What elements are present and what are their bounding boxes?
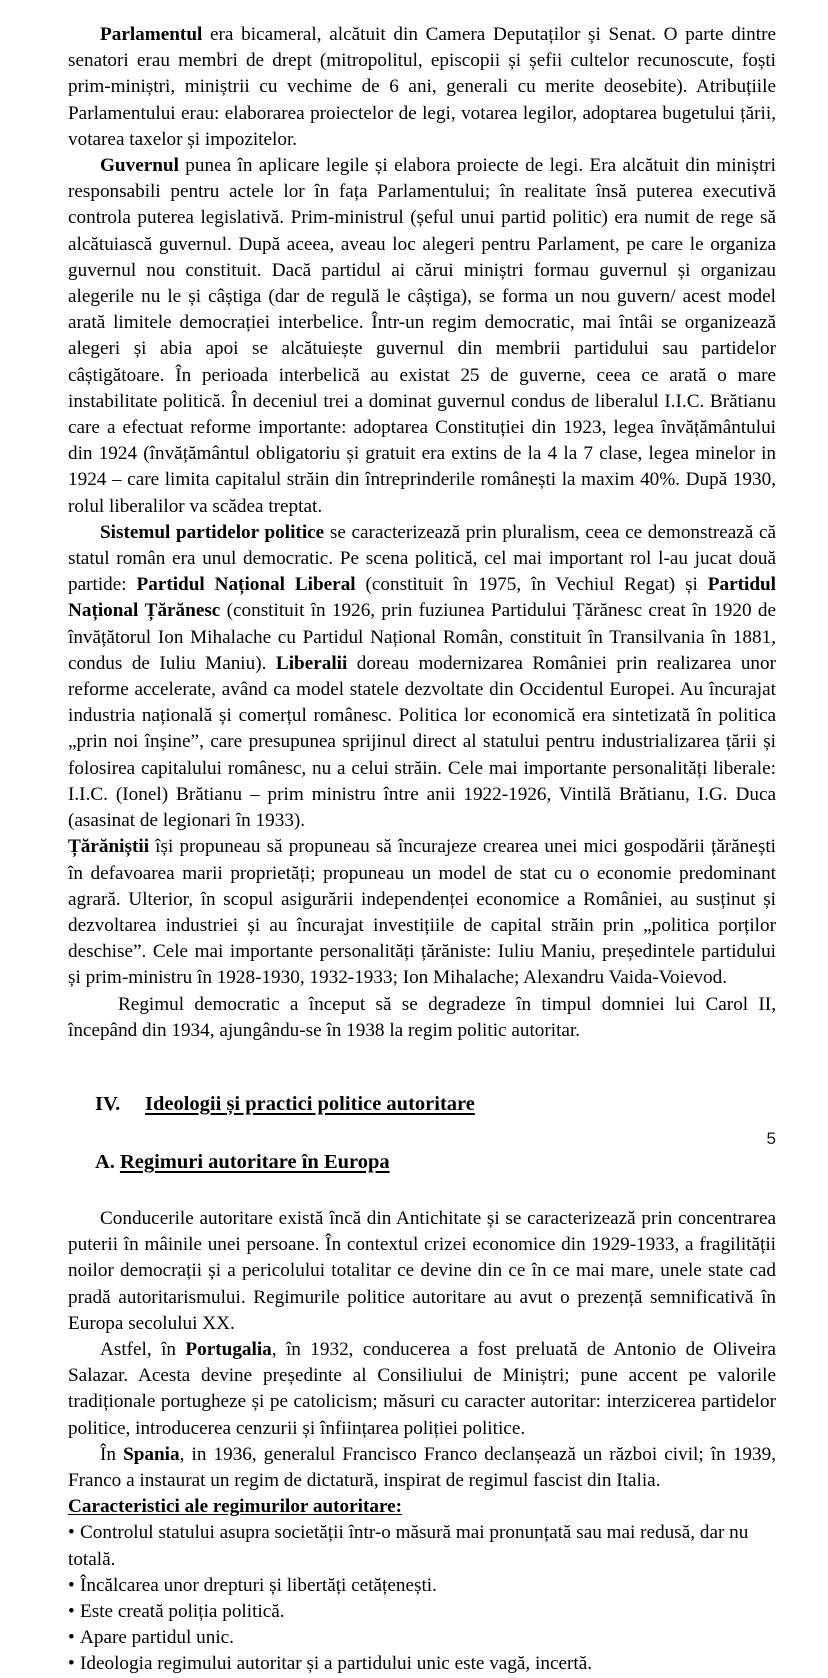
list-item xyxy=(68,1651,776,1677)
paragraph-guvernul-text: punea în aplicare legile și elabora proiecte de legi. Era alcătuit din miniștri responsabili pentru actele lor în fața Parlamentului; în realitate însă puterea executivă controla puterea legislativă. Prim-ministrul (șeful unui partid politic) era numit de rege să alcătuiască guvernul. După aceea, aveau loc alegeri pentru Parlament, pe care le organiza guvernul nou constituit. Dacă partidul ai cărui miniștri formau guvernul și organizau alegerile nu le și câștiga (dar de regulă le câștiga), se forma un nou guvern/ acest model arată limitele democrației interbelice. Într-un regim democratic, mai întâi se organizează alegeri și abia apoi se alcătuiește guvernul din membrii partidului sau partidelor câștigătoare. În perioada interbelică au existat 25 de guverne, ceea ce arată o mare instabilitate politică. În deceniul trei a dominat guvernul condus de liberalul I.I.C. Brătianu care a efectuat reforme importante: adoptarea Constituției din 1923, legea învățământului din 1924 (învățământul obligatoriu și gratuit era extins de la 4 la 7 clase, legea minelor in 1924 – care limita capitalul străin din întreprinderile românești la maxim 40%. După 1930, rolul liberalilor va scădea treptat. xyxy=(68,155,776,517)
bold-portugalia: Portugalia xyxy=(185,1338,272,1360)
sistemul-seg3: (constituit în 1926, prin fuziunea Partidului Țărănesc creat în 1920 de învățătorul Ion Mihalache cu Partidul Național Român, constituit în Transilvania în 1881, condus de Iuliu Maniu). xyxy=(68,600,776,674)
paragraph-guvernul xyxy=(68,153,776,520)
lead-in-taranistii: Țărăniștii xyxy=(68,836,150,858)
lead-in-parlamentul: Parlamentul xyxy=(100,24,203,45)
lead-in-guvernul: Guvernul xyxy=(100,155,179,177)
paragraph-parlamentul-text: era bicameral, alcătuit din Camera Deputaților și Senat. O parte dintre senatori erau membri de drept (mitropolitul, episcopii și șefii cultelor recunoscute, foști prim-miniștri, miniștrii cu vechime de 6 ani, generali cu merite deosebite). Atribuțiile Parlamentului erau: elaborarea proiectelor de legi, votarea legilor, adoptarea bugetului țării, votarea taxelor și impozitelor. xyxy=(68,24,776,150)
portugalia-seg1: Astfel, în xyxy=(100,1338,186,1360)
page-content xyxy=(68,22,776,1678)
list-item xyxy=(68,1573,776,1599)
paragraph-conducerile-autoritare: Conducerile autoritare există încă din Antichitate și se caracterizează prin concentrarea puterii în mâinile unei persoane. În contextul crizei economice din 1929-1933, a fragilității noilor democrații și a pericolului totalitar ce devine din ce în ce mai mare, unele state cad pradă autoritarismului. Regimurile politice autoritare au avut o prezență semnificativă în Europa secolului XX. xyxy=(68,1207,776,1334)
heading-section-a xyxy=(68,1148,776,1176)
spania-seg1: În xyxy=(100,1443,124,1465)
heading-section-iv-numeral: IV. xyxy=(95,1092,121,1115)
list-item-text: Apare partidul unic. xyxy=(80,1627,234,1649)
heading-section-a-text: Regimuri autoritare în Europa xyxy=(119,1150,390,1173)
list-item-text: Încălcarea unor drepturi și libertăți cetățenești. xyxy=(80,1574,437,1596)
heading-section-iv xyxy=(68,1090,776,1118)
bullet-marker-icon: • xyxy=(68,1653,75,1675)
sistemul-seg4: doreau modernizarea României prin realizarea unor reforme accelerate, având ca model statele dezvoltate din Occidentul Europei. Au încurajat industria națională și comerțul românesc. Politica lor economică era sintetizată în politica „prin noi înșine”, care presupunea sprijinul direct al statului pentru industrializarea țării și folosirea capitalului românesc, nu a celui străin. Cele mai importante personalități liberale: I.I.C. (Ionel) Brătianu – prim ministru între anii 1922-1926, Vintilă Brătianu, I.G. Duca (asasinat de legionari în 1933). xyxy=(68,652,776,832)
paragraph-parlamentul xyxy=(68,22,776,153)
paragraph-spania xyxy=(68,1442,776,1494)
bold-partidul-national-liberal: Partidul Național Liberal xyxy=(136,574,356,596)
heading-section-a-numeral: A. xyxy=(95,1150,115,1173)
bullet-marker-icon: • xyxy=(68,1574,75,1596)
list-item xyxy=(68,1625,776,1651)
paragraph-taranistii xyxy=(68,834,776,991)
bullet-marker-icon: • xyxy=(68,1627,75,1649)
portugalia-seg2: , în 1932, conducerea a fost preluată de Antonio de Oliveira Salazar. Acesta devine președinte al Consiliului de Miniștri; pune accent pe valorile tradiționale portugheze și pe catolicism; măsuri cu caracter autoritar: interzicerea partidelor politice, introducerea cenzurii și înființarea poliției politice. xyxy=(68,1338,776,1439)
bullet-list-caracteristici xyxy=(68,1520,776,1677)
bold-liberalii: Liberalii xyxy=(275,652,348,674)
list-item-text: Este creată poliția politică. xyxy=(80,1600,285,1622)
lead-in-sistemul: Sistemul partidelor politice xyxy=(100,521,325,543)
spania-seg2: , in 1936, generalul Francisco Franco declanșează un război civil; în 1939, Franco a instaurat un regim de dictatură, inspirat de regimul fascist din Italia. xyxy=(68,1443,776,1491)
paragraph-regimul-democratic: Regimul democratic a început să se degradeze în timpul domniei lui Carol II, începând din 1934, ajungându-se în 1938 la regim politic autoritar. xyxy=(68,993,776,1041)
list-item xyxy=(68,1520,776,1572)
sistemul-seg1: se caracterizează prin pluralism, ceea ce demonstrează că statul român era unul democratic. Pe scena politică, cel mai important rol l-au jucat două partide: xyxy=(68,521,776,596)
list-item-text: Ideologia regimului autoritar și a partidului unic este vagă, incertă. xyxy=(80,1653,593,1675)
heading-section-iv-text: Ideologii și practici politice autoritare xyxy=(145,1092,475,1115)
paragraph-taranistii-text: își propuneau să propuneau să încurajeze crearea unei mici gospodării țărănești în defavoarea marii proprietăți; propuneau un model de stat cu o economie predominant agrară. Ulterior, în scopul asigurării independenței economice a României, au susținut și dezvoltarea industriei și au încurajat investițiile de capital străin prin „politica porților deschise”. Cele mai importante personalități țărăniste: Iuliu Maniu, președintele partidului și prim-ministru în 1928-1930, 1932-1933; Ion Mihalache; Alexandru Vaida-Voievod. xyxy=(68,836,776,989)
bold-partidul-national-taranesc: Partidul Național Țărănesc xyxy=(68,574,776,622)
paragraph-sistemul-partidelor xyxy=(68,520,776,834)
bullet-marker-icon: • xyxy=(68,1522,75,1544)
bold-spania: Spania xyxy=(123,1443,180,1465)
sistemul-seg2: (constituit în 1975, în Vechiul Regat) și xyxy=(355,574,708,596)
list-item-text: Controlul statului asupra societății într-o măsură mai pronunțată sau mai redusă, dar nu totală. xyxy=(68,1522,749,1570)
paragraph-portugalia xyxy=(68,1337,776,1442)
page-number: 5 xyxy=(766,1129,776,1148)
spacer-between-headings xyxy=(68,1118,776,1148)
spacer-after-section-a xyxy=(68,1176,776,1206)
heading-caracteristici: Caracteristici ale regimurilor autoritare: xyxy=(68,1496,403,1518)
bullet-marker-icon: • xyxy=(68,1600,75,1622)
list-item xyxy=(68,1599,776,1625)
spacer-before-section-iv xyxy=(68,1044,776,1090)
